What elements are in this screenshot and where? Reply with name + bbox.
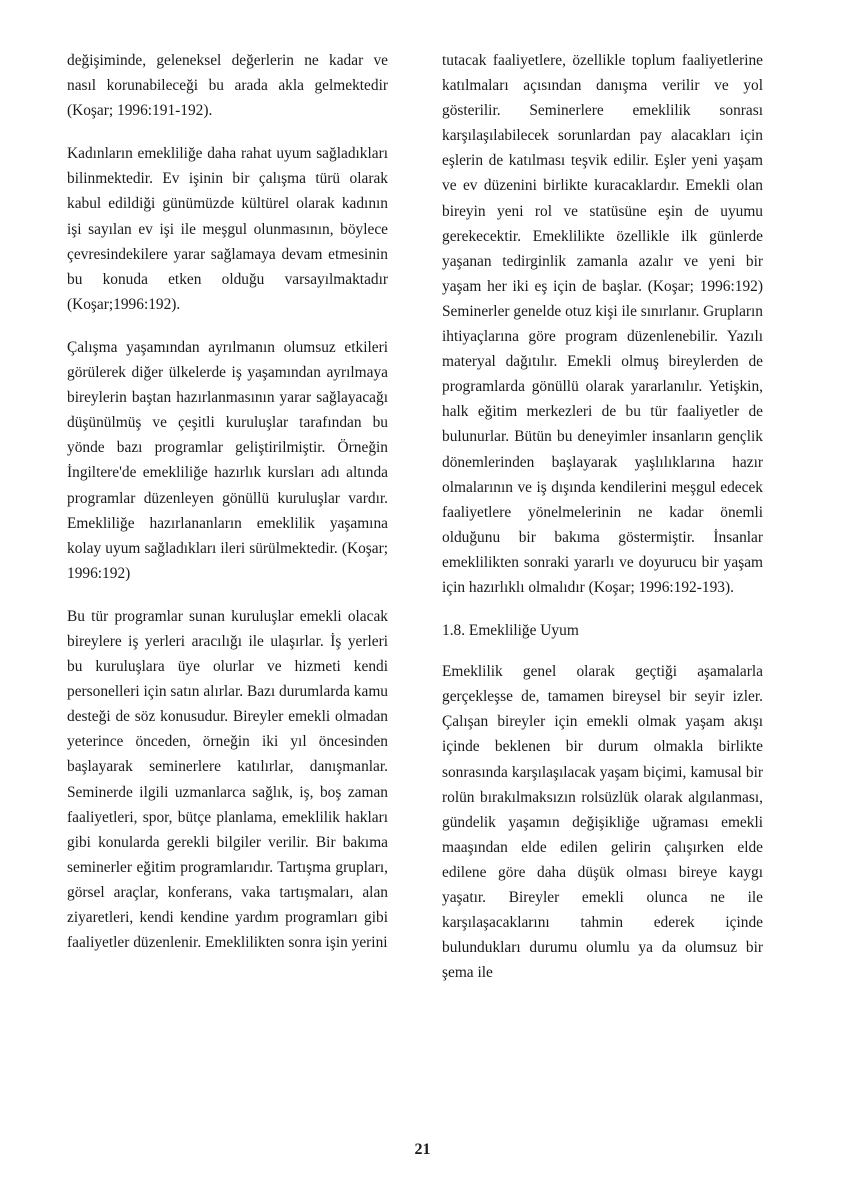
right-column — [442, 48, 763, 985]
paragraph: tutacak faaliyetlere, özellikle toplum faaliyetlerine katılmaları açısından danışma verilir ve yol gösterilir. Seminerlere emeklilik sonrası karşılaşılabilecek sorunlardan pay alacakları için eşlerin de katılması teşvik edilir. Eşler yeni yaşam ve ev düzenini birlikte kuracaklardır. Emekli olan bireyin yeni rol ve statüsüne eşin de uyumu gerekecektir. Emeklilikte özellikle ilk günlerde yaşanan tedirginlik zamanla azalır ve yeni bir yaşam her iki eş için de başlar. (Koşar; 1996:192) Seminerler genelde otuz kişi ile sınırlanır. Grupların ihtiyaçlarına göre program düzenlenebilir. Yazılı materyal dağıtılır. Emekli olmuş bireylerden de programlarda gönüllü olarak yararlanılır. Yetişkin, halk eğitim merkezleri de bu tür faaliyetler de bulunurlar. Bütün bu deneyimler insanların gençlik dönemlerinden başlayarak yaşlılıklarına hazır olmalarının ve iş dışında kendilerini meşgul edecek faaliyetlere yönelmelerinin ne kadar önemli olduğunu bir bakıma göstermiştir. İnsanlar emeklilikten sonraki yararlı ve doyurucu bir yaşam için hazırlıklı olmalıdır (Koşar; 1996:192-193). — [442, 52, 763, 596]
paragraph: Bu tür programlar sunan kuruluşlar emekli olacak bireylere iş yerleri aracılığı ile ulaşırlar. İş yerleri bu kuruluşlara üye olurlar ve hizmeti kendi personelleri için satın alırlar. Bazı durumlarda kamu desteği de söz konusudur. Bireyler emekli olmadan yeterince önceden, örneğin iki yıl öncesinden başlayarak seminerlere katılırlar, danışmanlar. Seminerde ilgili uzmanlarca sağlık, iş, boş zaman faaliyetleri, spor, bütçe planlama, emeklilik hakları gibi konularda gerekli bilgiler verilir. Bir bakıma seminerler eğitim programlarıdır. Tartışma grupları, görsel araçlar, konferans, vaka tartışmaları, alan ziyaretleri, kendi kendine yardım programları gibi faaliyetler düzenlenir. Emeklilikten sonra işin yerini — [67, 607, 388, 952]
paragraph: değişiminde, geleneksel değerlerin ne kadar ve nasıl korunabileceği bu arada akla gelmektedir (Koşar; 1996:191-192). — [67, 52, 388, 120]
section-heading: 1.8. Emekliliğe Uyum — [442, 622, 579, 640]
left-column — [67, 48, 388, 955]
page-number: 21 — [414, 1141, 431, 1158]
paragraph: Emeklilik genel olarak geçtiği aşamalarla gerçekleşse de, tamamen bireysel bir seyir izler. Çalışan bireyler için emekli olmak yaşam akışı içinde beklenen bir durum olmakla birlikte sonrasında karşılaşılacak yaşam biçimi, kamusal bir rolün bırakılmaksızın rolsüzlük olarak algılanması, gündelik yaşamın değişikliğe uğraması emekli maaşından elde edilen gelirin çalışırken elde edilene göre daha düşük olması bireye kaygı yaşatır. Bireyler emekli olunca ne ile karşılaşacaklarını tahmin ederek içinde bulundukları durumu olumlu ya da olumsuz bir şema ile — [442, 663, 763, 982]
paragraph: Çalışma yaşamından ayrılmanın olumsuz etkileri görülerek diğer ülkelerde iş yaşamından ayrılmaya bireylerin baştan hazırlanmasının yarar sağlayacağı düşünülmüş ve çeşitli kuruluşlar tarafından bu yönde bazı programlar geliştirilmiştir. Örneğin İngiltere'de emekliliğe hazırlık kursları adı altında programlar düzenleyen gönüllü kuruluşlar vardır. Emekliliğe hazırlananların emeklilik yaşamına kolay uyum sağladıkları ileri sürülmektedir. (Koşar; 1996:192) — [67, 338, 388, 582]
paragraph: Kadınların emekliliğe daha rahat uyum sağladıkları bilinmektedir. Ev işinin bir çalışma türü olarak kabul edildiği günümüzde kültürel olarak kadının işi sayılan ev işi ile meşgul olunmasının, böylece çevresindekilere yarar sağlamaya devam etmesinin bu konuda etken olduğu varsayılmaktadır (Koşar;1996:192). — [67, 145, 388, 313]
